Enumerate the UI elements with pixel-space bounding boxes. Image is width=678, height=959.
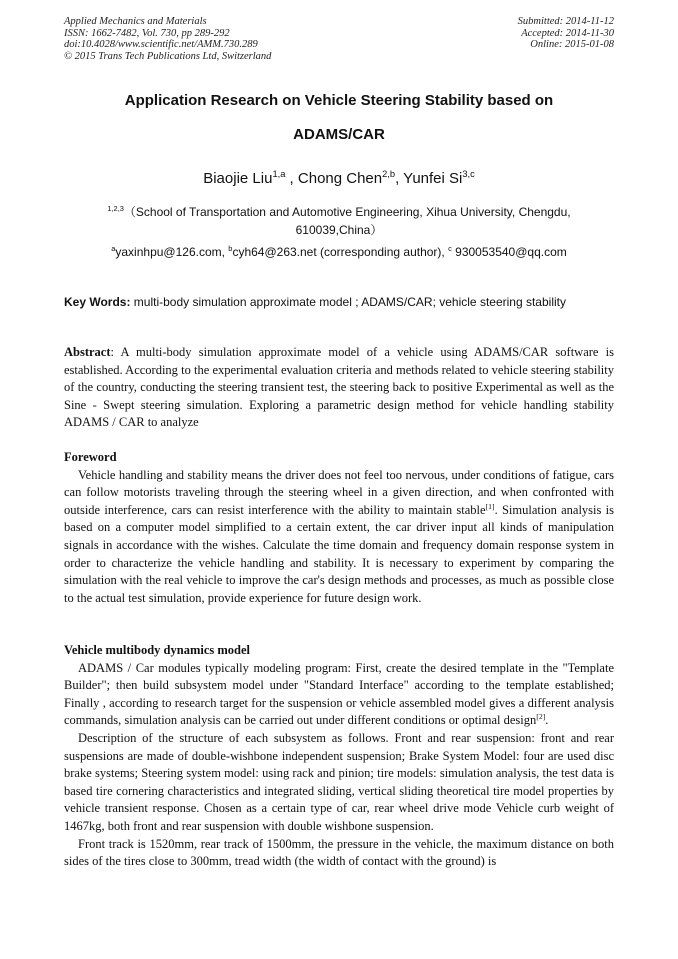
- multibody-paragraph-2: Description of the structure of each subsystem as follows. Front and rear suspension: front and rear suspensions are made of double-wishbone independent suspension; Brake System Model: four are used disc brake systems; Steering system model: using rack and pinion; tire models: simulation analysis, the test data is based tire cornering characteristics and integrated sliding, vertical sliding theoretical tire model properties by vehicle transient response. Chosen as a certain type of car, rear wheel drive mode Vehicle curb weight of 1467kg, both front and rear suspension with double wishbone suspension.: [64, 730, 614, 833]
- abstract-text: : A multi-body simulation approximate model of a vehicle using ADAMS/CAR software is established. According to the experimental evaluation criteria and methods related to vehicle steering stability of the country, conducting the steering transient test, the steering back to positive Experimental as well as the Sine - Swept steering simulation. Exploring a parametric design method for vehicle handling stability ADAMS / CAR to analyze: [64, 345, 614, 430]
- author-name: Yunfei Si: [403, 170, 463, 187]
- accepted-date: Accepted: 2014-11-30: [521, 27, 614, 39]
- journal-info: [64, 16, 271, 62]
- abstract-label: Abstract: [64, 345, 111, 359]
- foreword-heading: Foreword: [64, 450, 117, 464]
- author-separator: ,: [289, 170, 298, 187]
- author-separator: ,: [395, 170, 404, 187]
- author-sup: 3,c: [462, 169, 475, 179]
- paper-title-line1: Application Research on Vehicle Steering Stability based on: [124, 92, 554, 109]
- email-a: yaxinhpu@126.com,: [115, 245, 229, 259]
- multibody-section: [64, 642, 614, 871]
- keywords: [64, 295, 624, 309]
- author-sup: 2,b: [382, 169, 396, 179]
- keywords-label: Key Words:: [64, 295, 131, 309]
- foreword-paragraph: Vehicle handling and stability means the driver does not feel too nervous, under conditions of fatigue, cars can follow motorists traveling through the steering wheel in a given direction, and when confronted with outside interference, cars can resist interference with the ability to maintain stable[1]. Simulation analysis is based on a computer model simplified to a certain extent, the car driver input all kinds of manipulation signals in accordance with the wishes. Calculate the time domain and frequency domain response system in order to characterize the vehicle handling and stability. It is necessary to experiment by comparing the simulation with the real vehicle to improve the car's design methods and processes, as much as possible close to the actual test simulation, provide experience for future design work.: [64, 467, 614, 605]
- author-name: Biaojie Liu: [203, 170, 273, 187]
- paper-title-line2: ADAMS/CAR: [293, 126, 385, 143]
- online-date: Online: 2015-01-08: [530, 39, 614, 50]
- citation-1: [1]: [485, 501, 495, 511]
- author-name: Chong Chen: [297, 170, 383, 187]
- affiliation-line2: 610039,China）: [295, 223, 383, 237]
- email-c: 930053540@qq.com: [451, 245, 567, 259]
- issn-line: ISSN: 1662-7482, Vol. 730, pp 289-292: [64, 27, 230, 39]
- journal-name: Applied Mechanics and Materials: [64, 16, 207, 27]
- affiliation-sup: 1,2,3: [107, 204, 124, 213]
- copyright-line: © 2015 Trans Tech Publications Ltd, Switzerland: [64, 50, 272, 62]
- abstract: [64, 344, 614, 432]
- affiliation-line1: $^{1,2,3}$（School of Transportation and Automotive Engineering, Xihua University, Chengdu,: [107, 204, 571, 219]
- multibody-heading: Vehicle multibody dynamics model: [64, 643, 251, 657]
- submission-dates: [518, 16, 614, 51]
- foreword-section: [64, 449, 614, 607]
- keywords-text: multi-body simulation approximate model ; ADAMS/CAR; vehicle steering stability: [130, 295, 566, 309]
- submitted-date: Submitted: 2014-11-12: [517, 16, 614, 27]
- citation-2: [2]: [536, 712, 546, 722]
- email-line: $^a$yaxinhpu@126.com, $^b$cyh64@263.net (corresponding author), $^c$ 930053540@qq.com: [111, 244, 567, 259]
- doi-line: doi:10.4028/www.scientific.net/AMM.730.289: [64, 39, 258, 50]
- author-sup: 1,a: [272, 169, 286, 179]
- author-list: [64, 170, 614, 187]
- multibody-paragraph-3: Front track is 1520mm, rear track of 1500mm, the pressure in the vehicle, the maximum distance on both sides of the tires close to 300mm, tread width (the width of contact with the ground) is: [64, 836, 614, 869]
- multibody-paragraph-1: ADAMS / Car modules typically modeling program: First, create the desired template in the "Template Builder"; then build subsystem model under "Standard Interface" according to the template established; Finally , according to research target for the suspension or vehicle assembled model gives a different analysis commands, simulation analysis can be carried out under different conditions or optimal design[2].: [64, 660, 614, 728]
- email-b: cyh64@263.net (corresponding author),: [232, 245, 449, 259]
